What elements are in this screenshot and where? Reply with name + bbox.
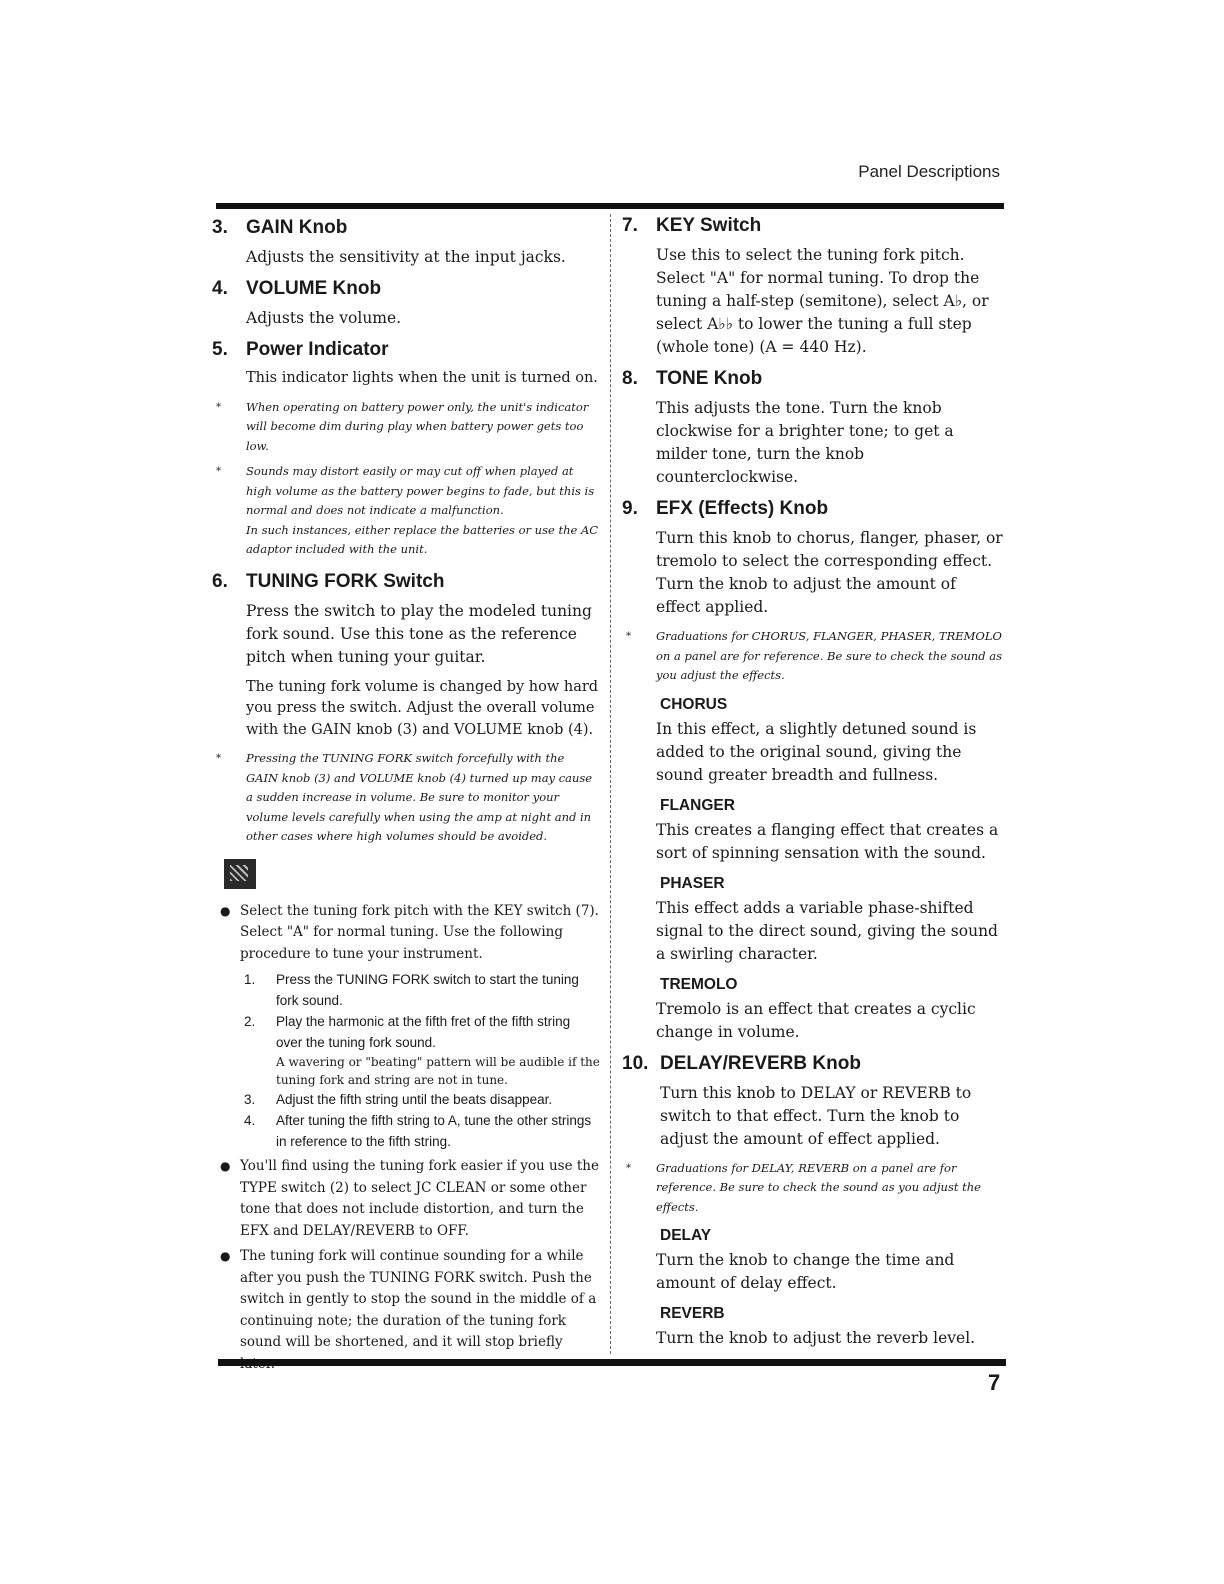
section-heading: 10. DELAY/REVERB Knob — [622, 1052, 861, 1074]
step-item: 4. After tuning the fifth string to A, tune the other strings in reference to the fifth string. — [244, 1113, 592, 1149]
bullet-icon: ● — [220, 1249, 231, 1263]
section-heading: 5. Power Indicator — [212, 339, 389, 360]
note: * Graduations for CHORUS, FLANGER, PHASER, TREMOLO on a panel are for reference. Be sure to check the sound as you adjust the effects. — [622, 627, 1004, 686]
asterisk-icon: * — [626, 1162, 631, 1174]
phaser-text: This effect adds a variable phase-shifted signal to the direct sound, giving the sound a swirling character. — [656, 898, 998, 963]
page-header-title: Panel Descriptions — [858, 162, 1000, 181]
step-item: 3. Adjust the fifth string until the beats disappear. — [244, 1092, 553, 1107]
section-heading: 6. TUNING FORK Switch — [212, 570, 445, 592]
section-heading: 9. EFX (Effects) Knob — [622, 498, 829, 519]
step-note: A wavering or "beating" pattern will be audible if the tuning fork and string are not in tune. — [276, 1055, 600, 1087]
note: * Pressing the TUNING FORK switch forcefully with the GAIN knob (3) and VOLUME knob (4) turned up may cause a sudden increase in volume. Be sure to monitor your volume levels carefully when using the amp at night and in other cases where high volumes should be avoided. — [212, 749, 600, 847]
section-heading: 3. GAIN Knob — [212, 217, 348, 238]
tuning-fork-text: Press the switch to play the modeled tuning fork sound. Use this tone as the reference pitch when tuning your guitar. — [246, 601, 592, 666]
volume-knob-title: VOLUME Knob — [246, 278, 382, 299]
flanger-text: This creates a flanging effect that creates a sort of spinning sensation with the sound. — [656, 820, 999, 862]
delay-heading: DELAY — [660, 1227, 712, 1244]
asterisk-icon: * — [216, 466, 221, 477]
reverb-heading: REVERB — [660, 1305, 725, 1322]
chorus-text: In this effect, a slightly detuned sound is added to the original sound, giving the sound greater breadth and fullness. — [656, 719, 977, 784]
efx-knob-title: EFX (Effects) Knob — [656, 498, 829, 519]
chorus-heading: CHORUS — [660, 695, 728, 713]
bullet-icon: ● — [220, 1159, 231, 1173]
delay-reverb-text: Turn this knob to DELAY or REVERB to switch to that effect. Turn the knob to adjust the amount of effect applied. — [660, 1083, 972, 1148]
volume-knob-text: Adjusts the volume. — [246, 309, 402, 327]
step-item: 1. Press the TUNING FORK switch to start the tuning fork sound. — [244, 972, 579, 1008]
bullet-icon: ● — [220, 903, 231, 918]
page-number: 7 — [988, 1370, 1001, 1395]
section-heading: 4. VOLUME Knob — [212, 278, 382, 299]
left-column — [212, 216, 600, 1379]
section-heading: 8. TONE Knob — [622, 368, 763, 389]
tone-knob-text: This adjusts the tone. Turn the knob clockwise for a brighter tone; to get a milder tone, turn the knob counterclockwise. — [656, 399, 954, 486]
tuning-fork-volume-text: The tuning fork volume is changed by how hard you press the switch. Adjust the overall volume with the GAIN knob (3) and VOLUME knob (4). — [246, 678, 599, 738]
gain-knob-title: GAIN Knob — [246, 217, 348, 238]
phaser-heading: PHASER — [660, 874, 725, 892]
top-rule — [216, 203, 1004, 209]
delay-text: Turn the knob to change the time and amount of delay effect. — [656, 1251, 955, 1292]
hint-bullet: ● The tuning fork will continue sounding for a while after you push the TUNING FORK switch. Push the switch in gently to stop the sound in the middle of a continuing note; the duration of the tuning fork sound will be shortened, and it will stop briefly — [212, 1246, 600, 1375]
power-indicator-title: Power Indicator — [246, 339, 389, 360]
tuning-steps — [240, 969, 600, 1152]
hint-bullet: ● You'll find using the tuning fork easier if you use the TYPE switch (2) to select JC CLEAN or some other tone that does not include distortion, and turn the EFX and DELAY/REVERB to OFF. — [212, 1156, 600, 1242]
key-switch-text: Use this to select the tuning fork pitch. Select "A" for normal tuning. To drop the tuning a half-step (semitone), select A♭, or select A♭♭ to lower the tuning a full step (whole tone) (A = 440 Hz). — [656, 246, 989, 356]
hint-bullet: ● Select the tuning fork pitch with the KEY switch (7). Select "A" for normal tuning. Use the following procedure to tune your instrument. — [212, 901, 600, 966]
tremolo-heading: TREMOLO — [660, 975, 738, 993]
flanger-heading: FLANGER — [660, 796, 735, 814]
gain-knob-text: Adjusts the sensitivity at the input jacks. — [246, 248, 566, 266]
tremolo-text: Tremolo is an effect that creates a cyclic change in volume. — [656, 999, 976, 1041]
note: * Graduations for DELAY, REVERB on a panel are for reference. Be sure to check the sound as you adjust the effects. — [622, 1159, 1004, 1218]
power-indicator-text: This indicator lights when the unit is turned on. — [246, 370, 598, 386]
hint-icon — [224, 859, 256, 889]
note: * When operating on battery power only, the unit's indicator will become dim during play when battery power gets too low. — [212, 398, 600, 457]
asterisk-icon: * — [626, 631, 631, 642]
asterisk-icon: * — [216, 401, 221, 413]
reverb-text: Turn the knob to adjust the reverb level. — [656, 1329, 976, 1347]
right-column — [622, 214, 1004, 1358]
delay-reverb-knob-title: DELAY/REVERB Knob — [660, 1052, 861, 1074]
tone-knob-title: TONE Knob — [656, 368, 763, 389]
section-heading: 7. KEY Switch — [622, 215, 762, 236]
note: * Sounds may distort easily or may cut off when played at high volume as the battery power begins to fade, but this is normal and does not indicate a malfunction. In such instances, either replace the batteries or use the AC adaptor included with the unit. — [212, 462, 600, 560]
efx-knob-text: Turn this knob to chorus, flanger, phaser, or tremolo to select the corresponding effect. Turn the knob to adjust the amount of effect applied. — [656, 529, 1003, 616]
step-item: 2. Play the harmonic at the fifth fret of the fifth string over the tuning fork sound. — [244, 1014, 571, 1050]
key-switch-title: KEY Switch — [656, 215, 762, 236]
column-divider — [610, 214, 612, 1354]
tuning-fork-switch-title: TUNING FORK Switch — [246, 570, 445, 592]
asterisk-icon: * — [216, 753, 221, 764]
bottom-rule — [218, 1359, 1006, 1366]
